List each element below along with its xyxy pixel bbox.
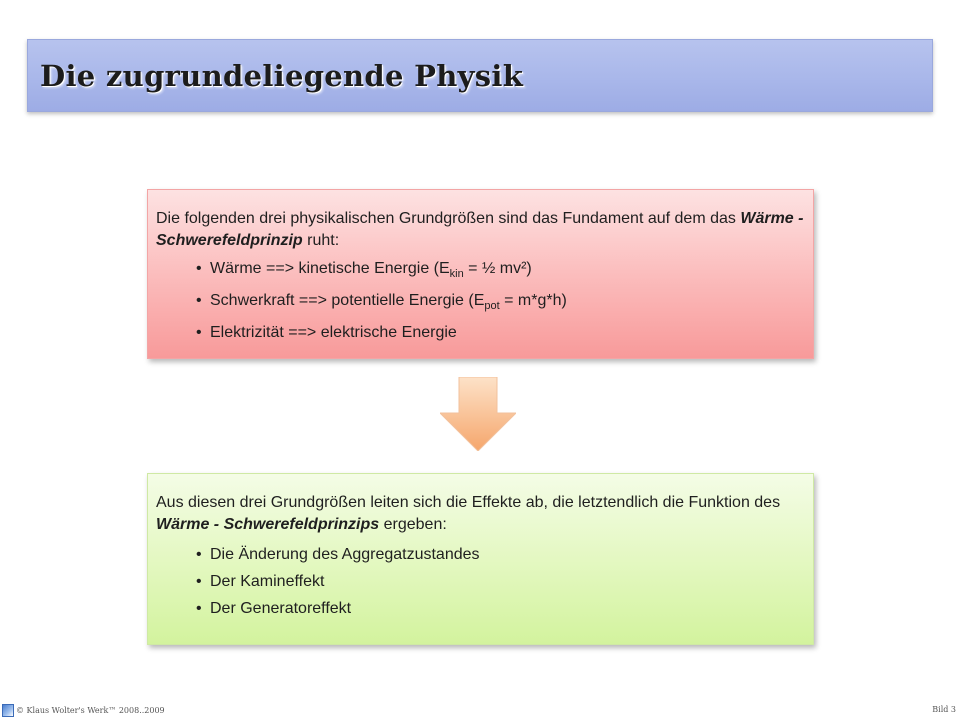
effects-box xyxy=(147,473,814,645)
item-subscript: pot xyxy=(484,300,500,313)
footer-copyright-text: © Klaus Wolter's Werk™ 2008..2009 xyxy=(16,705,165,715)
box2-list xyxy=(156,542,805,620)
list-item: • Der Kamineffekt xyxy=(196,571,805,593)
slide-number: Bild 3 xyxy=(932,705,956,714)
list-item: • Der Generatoreffekt xyxy=(196,598,805,620)
box1-intro-before: Die folgenden drei physikalischen Grundgrößen sind das Fundament auf dem das xyxy=(156,210,741,227)
box2-intro-before: Aus diesen drei Grundgrößen leiten sich die Effekte ab, die letztendlich die Funktion des xyxy=(156,494,781,511)
slide-title: Die zugrundeliegende Physik xyxy=(40,59,524,93)
item-text: = ½ mv²) xyxy=(463,260,532,277)
list-item: • Die Änderung des Aggregatzustandes xyxy=(196,544,805,566)
item-text: = m*g*h) xyxy=(499,292,567,310)
physics-basics-box xyxy=(147,189,814,359)
list-item xyxy=(196,258,805,285)
list-item: • Elektrizität ==> elektrische Energie xyxy=(196,322,805,344)
arrow-down-icon xyxy=(440,377,516,451)
footer-copyright xyxy=(2,703,165,717)
box1-list xyxy=(156,258,805,344)
item-text: Wärme ==> kinetische Energie (E xyxy=(210,260,450,277)
box2-intro xyxy=(156,492,805,536)
box1-intro xyxy=(156,208,805,252)
box1-intro-after: ruht: xyxy=(302,232,340,249)
title-bar xyxy=(27,39,933,112)
list-item xyxy=(196,290,805,317)
logo-icon xyxy=(2,704,14,717)
box2-intro-emph: Wärme - Schwerefeldprinzips xyxy=(156,516,380,533)
box2-intro-after: ergeben: xyxy=(379,516,447,533)
item-subscript: kin xyxy=(449,268,464,281)
box1-intro-emph: Wärme - Schwerefeldprinzip xyxy=(156,210,804,249)
item-text: Schwerkraft ==> potentielle Energie (E xyxy=(210,292,485,310)
